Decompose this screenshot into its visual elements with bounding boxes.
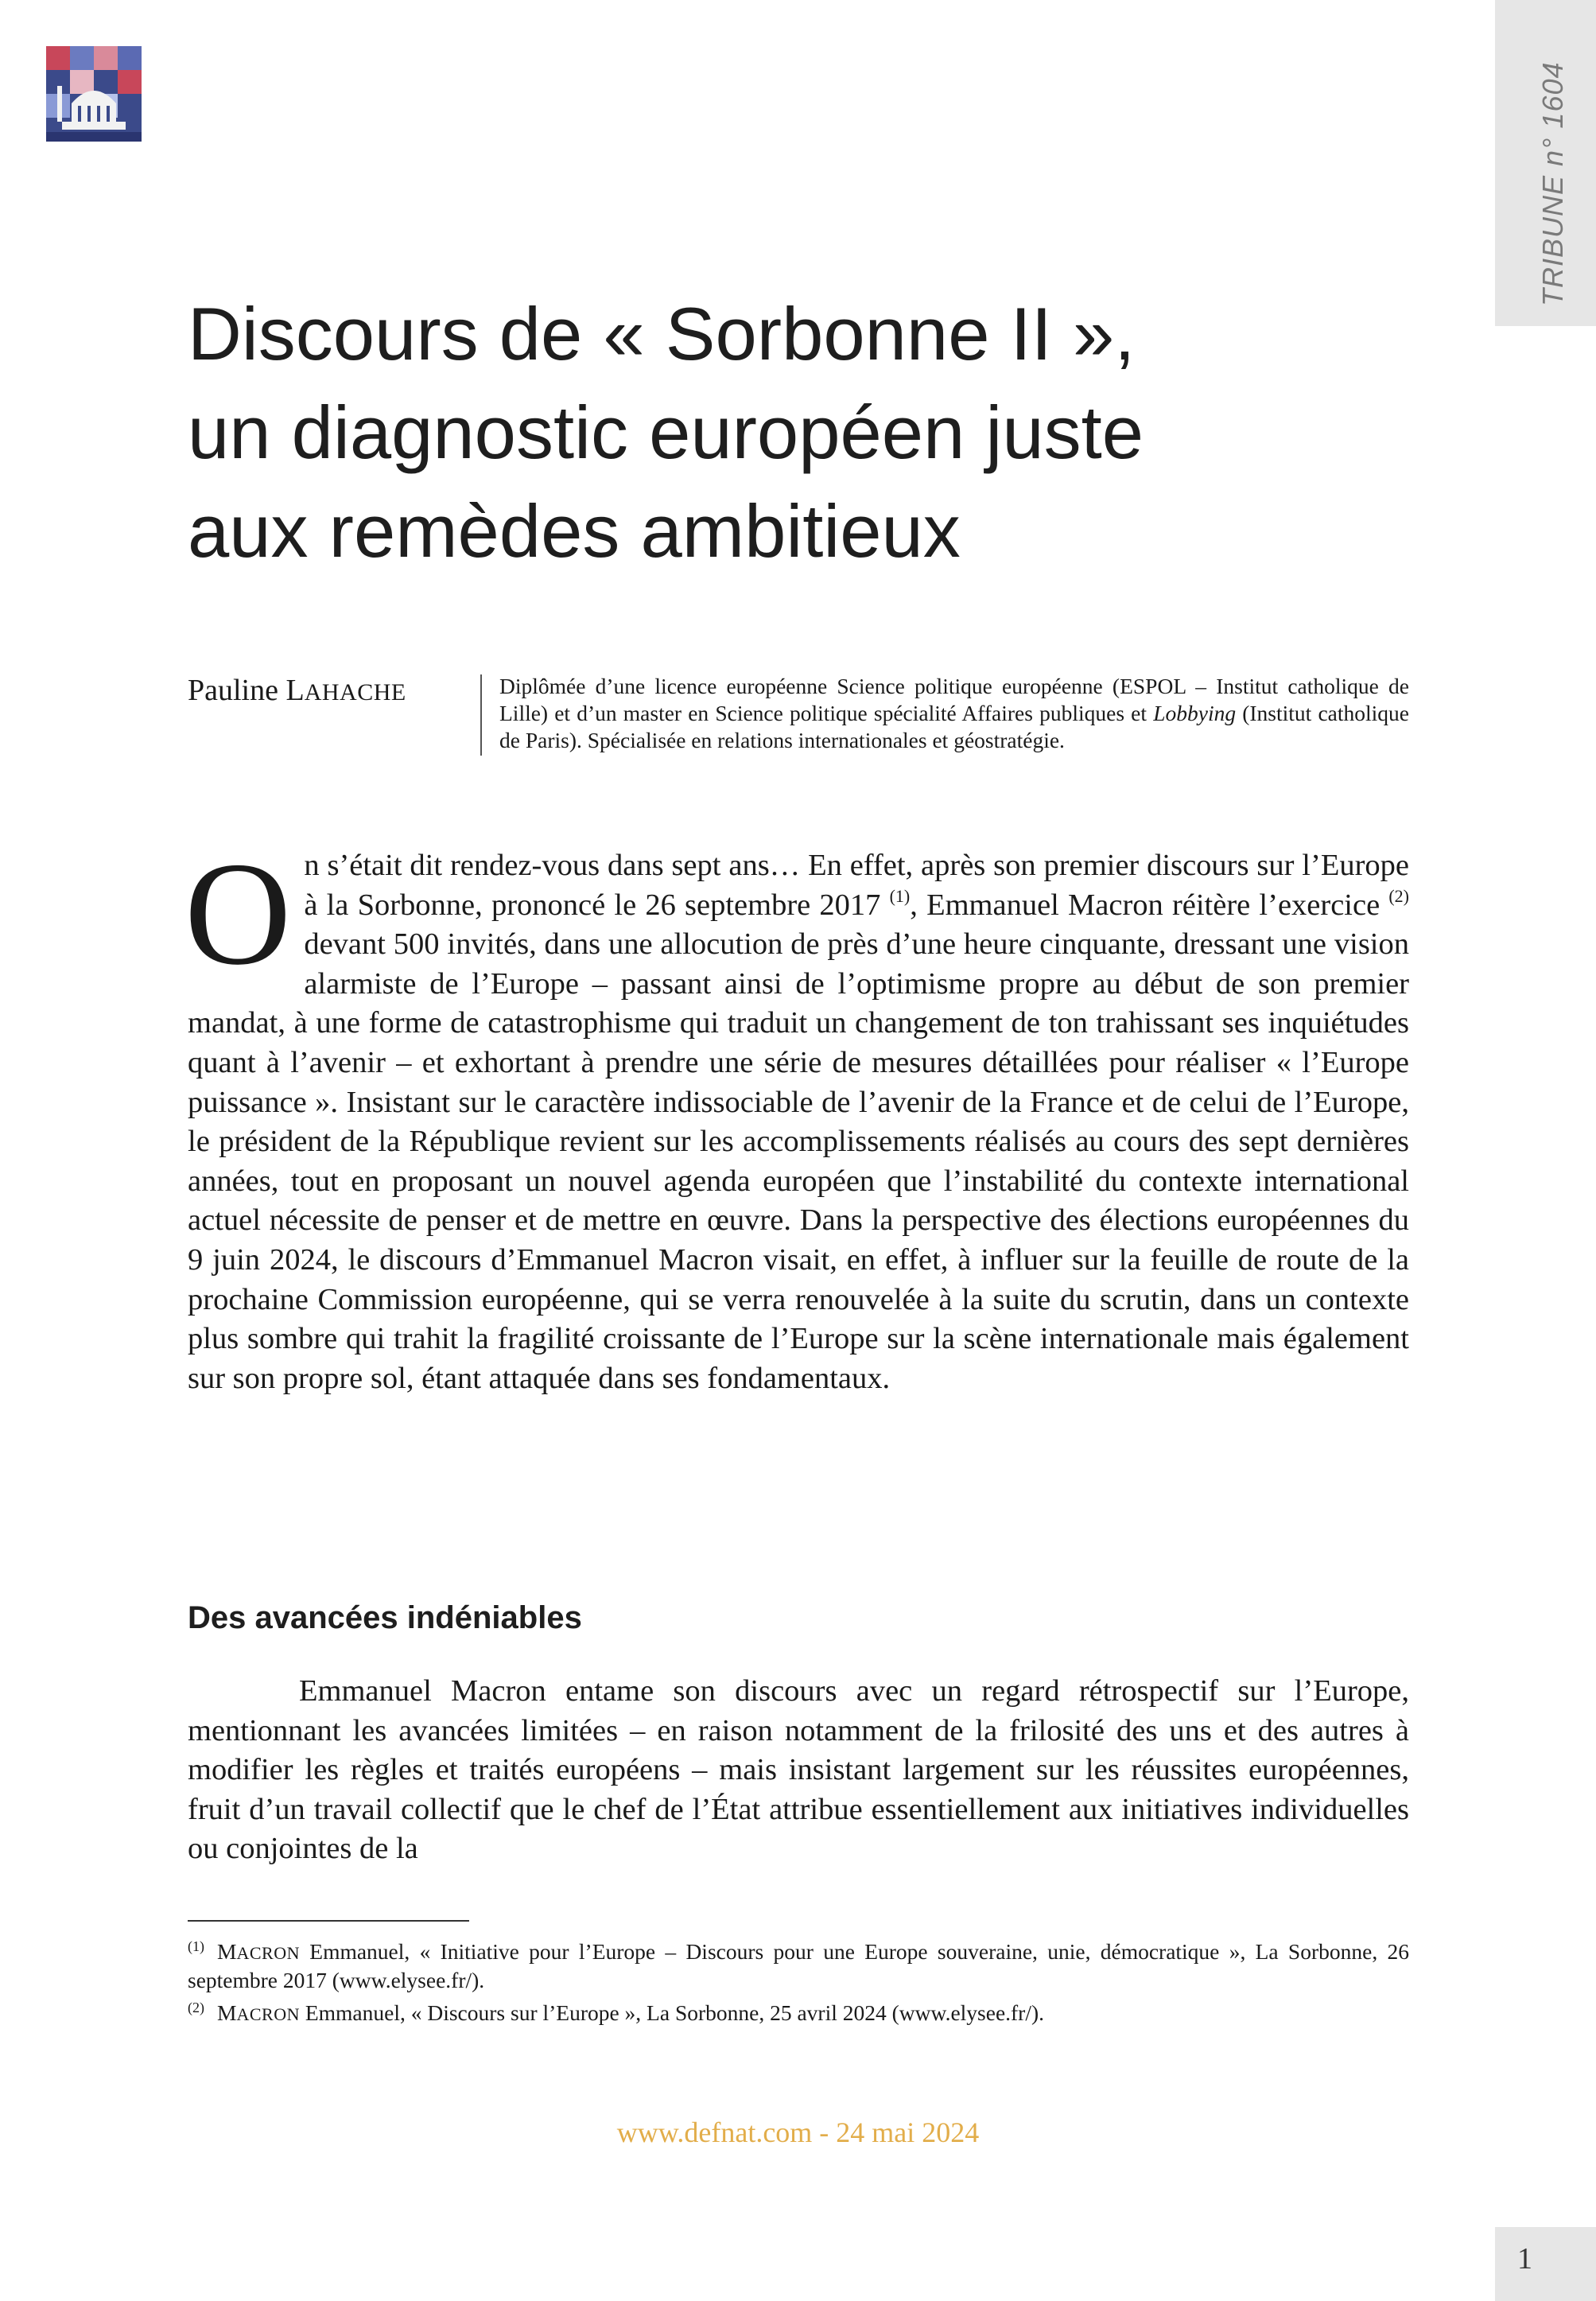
page-number-tab [1495,2227,1596,2301]
footnote-text: Emmanuel, « Discours sur l’Europe », La Sorbonne, 25 avril 2024 (www.elysee.fr/). [299,2000,1045,2025]
author-bio [499,673,1409,754]
publication-logo [46,46,142,142]
footnote-number: (2) [188,2000,204,2015]
intro-text-1: n s’était dit rendez-vous dans sept ans… En effet, après son premier discours sur l’Europe à la Sorbonne, prononcé le 26 septembre 2017 [304,849,1409,922]
section-paragraph: Emmanuel Macron entame son discours avec un regard rétrospectif sur l’Europe, mentionnant les avancées limitées – en raison notamment de la frilosité des uns et des autres à modifier les règles et traités européens – mais insistant largement sur les réussites européennes, fruit d’un travail collectif que le chef de l’État attribue essentiellement aux initiatives individuelles ou conjointes de la [188,1674,1409,1866]
footnote-number: (1) [188,1938,204,1954]
footnote-ref-2[interactable]: (2) [1388,885,1409,906]
intro-text-2: , Emmanuel Macron réitère l’exercice [910,888,1389,922]
page-number: 1 [1517,2242,1532,2276]
footnote-ref-1[interactable]: (1) [889,885,911,906]
footnote-text: Emmanuel, « Initiative pour l’Europe – Discours pour une Europe souveraine, unie, démocratique », La Sorbonne, 26 septembre 2017 (www.elysee.fr/). [188,1939,1409,1992]
drop-cap: O [184,832,292,996]
intro-paragraph [184,832,1409,1398]
footnote-rule [188,1920,469,1922]
footnote-author-rest: ACRON [236,1943,300,1963]
author-bio-text: Diplômée d’une licence européenne Science politique européenne (ESPOL – Institut catholique de Lille) et d’un master en Science politique spécialité Affaires publiques et [499,674,1409,725]
author-first-name: Pauline [188,674,286,707]
footer-url-date[interactable]: www.defnat.com - 24 mai 2024 [616,2116,980,2148]
article-title [188,285,1380,581]
author-bio-end: (Institut catholique de Paris). Spécialisée en relations internationales et géostratégie. [499,701,1409,752]
tribune-number-label: TRIBUNE n° 1604 [1536,61,1569,306]
institution-dome-logo-icon [46,46,142,142]
author-bio-italic: Lobbying [1153,701,1237,725]
title-line-1: Discours de « Sorbonne II », [188,292,1136,375]
author-divider [480,674,482,756]
intro-text-3: devant 500 invités, dans une allocution de près d’une heure cinquante, dressant une vision alarmiste de l’Europe – passant ainsi de l’optimisme propre au début de son premier mandat, à une forme de catastrophisme qui traduit un changement de ton trahissant ses inquiétudes quant à l’avenir – et exhortant à prendre une série de mesures détaillées pour réaliser « l’Europe puissance ». Insistant sur le caractère indissociable de l’avenir de la France et de celui de l’Europe, le président de la République revient sur les accomplissements réalisés au cours des sept dernières années, tout en proposant un nouvel agenda européen que l’instabilité du contexte international actuel nécessite de penser et de mettre en œuvre. Dans la perspective des élections européennes du 9 juin 2024, le discours d’Emmanuel Macron visait, en effet, à influer sur la feuille de route de la prochaine Commission européenne, qui se verra renouvelée à la suite du scrutin, dans un contexte plus sombre qui trahit la fragilité croissante de l’Europe sur la scène internationale mais également sur son propre sol, étant attaquée dans ses fondamentaux. [188,927,1409,1395]
author-last-name-rest: AHACHE [304,679,406,705]
footnote-author-rest: ACRON [236,2004,300,2024]
footnote-1 [188,1933,1409,1994]
title-line-3: aux remèdes ambitieux [188,489,961,573]
footnote-author-initial: M [217,1939,237,1964]
footnote-author-initial: M [217,2000,237,2025]
footnotes [188,1933,1409,2028]
author-last-name-initial: L [285,674,305,707]
footnote-2 [188,1994,1409,2028]
author-name [188,673,406,708]
title-line-2: un diagnostic européen juste [188,391,1144,474]
section-heading: Des avancées indéniables [188,1600,582,1635]
